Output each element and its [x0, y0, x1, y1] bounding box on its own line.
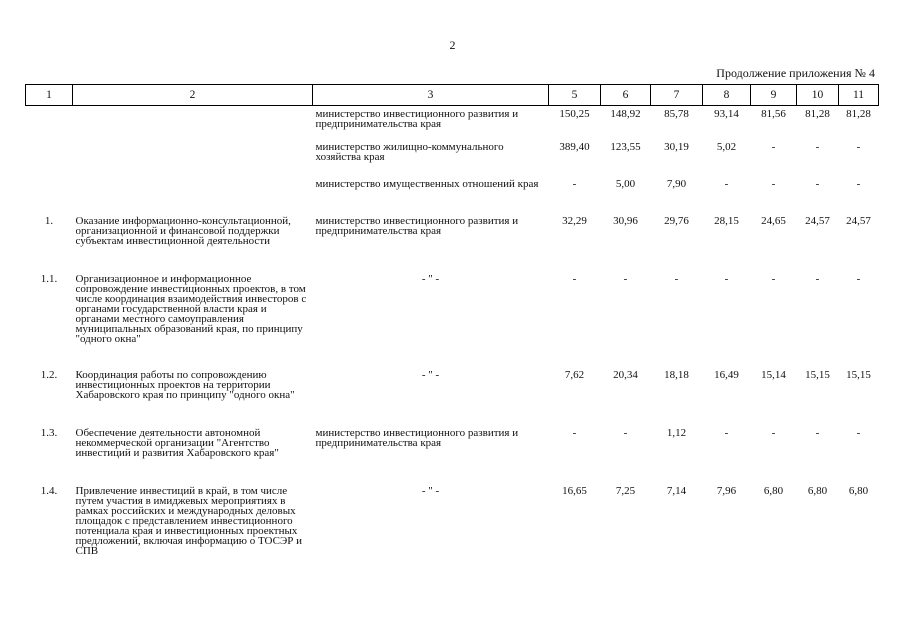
row-value: - — [815, 140, 820, 153]
row-value: 5,02 — [716, 140, 737, 153]
row-value: 30,19 — [664, 140, 689, 153]
row-value: - — [856, 426, 861, 439]
row-value: - — [815, 272, 820, 285]
row-value: 15,15 — [805, 368, 830, 381]
column-header: 1 — [26, 85, 73, 106]
appendix-table — [25, 84, 879, 576]
row-value: 389,40 — [559, 140, 590, 153]
row-index — [26, 142, 73, 179]
continuation-label: Продолжение приложения № 4 — [716, 66, 875, 80]
column-header: 11 — [839, 85, 879, 106]
row-value: - — [724, 426, 729, 439]
row-value: 7,90 — [666, 177, 687, 190]
table-header-row — [26, 85, 879, 106]
row-value: - — [771, 272, 776, 285]
row-value: 16,49 — [714, 368, 739, 381]
row-value: 20,34 — [613, 368, 638, 381]
column-header: 2 — [73, 85, 313, 106]
table-row — [26, 274, 879, 370]
column-header: 7 — [651, 85, 703, 106]
row-value: 150,25 — [559, 108, 590, 120]
row-index: 1.3. — [40, 426, 58, 439]
row-value: 16,65 — [562, 484, 587, 497]
row-name: Обеспечение деятельности автономной некоммерческой организации "Агентство инвестиций и развития Хабаровского края" — [75, 426, 279, 459]
row-value: 24,57 — [846, 214, 871, 227]
table-row — [26, 370, 879, 428]
row-value: - — [572, 272, 577, 285]
row-index — [26, 106, 73, 142]
table-row — [26, 179, 879, 216]
row-value: 32,29 — [562, 214, 587, 227]
column-header: 6 — [601, 85, 651, 106]
row-value: 29,76 — [664, 214, 689, 227]
row-value: - — [856, 140, 861, 153]
row-value: 6,80 — [807, 484, 828, 497]
row-agency: - " - — [421, 368, 440, 381]
row-name: Привлечение инвестиций в край, в том числе путем участия в имиджевых мероприятиях в рамках российских и международных деловых площадок с представлением инвестиционного потенциала края и инвестиционных проектных предложений, включая информацию о ТОСЭР и СПВ — [75, 484, 302, 557]
row-value: - — [815, 177, 820, 190]
row-value: 15,15 — [846, 368, 871, 381]
row-index: 1.1. — [40, 272, 58, 285]
column-header: 3 — [313, 85, 549, 106]
row-name: Координация работы по сопровождению инвестиционных проектов на территории Хабаровского края по принципу "одного окна" — [75, 368, 295, 401]
row-agency: министерство имущественных отношений края — [315, 177, 539, 190]
row-value: 6,80 — [848, 484, 869, 497]
row-value: 1,12 — [666, 426, 687, 439]
row-value: 6,80 — [763, 484, 784, 497]
row-value: 7,62 — [564, 368, 585, 381]
row-name — [73, 106, 313, 142]
table-row — [26, 428, 879, 486]
row-index: 1.2. — [40, 368, 58, 381]
row-value: 5,00 — [615, 177, 636, 190]
row-agency: министерство жилищно-коммунального хозяйства края — [315, 140, 504, 163]
row-value: 93,14 — [714, 108, 739, 120]
row-name: Организационное и информационное сопровождение инвестиционных проектов, в том числе координация взаимодействия инвесторов с органами государственной власти края и органами местного самоуправления муниципальных образований края, по принципу "одного окна" — [75, 272, 307, 345]
row-agency: - " - — [421, 484, 440, 497]
row-value: 24,65 — [761, 214, 786, 227]
row-index: 1.4. — [40, 484, 58, 497]
column-header: 9 — [751, 85, 797, 106]
row-agency: - " - — [421, 272, 440, 285]
table-row — [26, 106, 879, 142]
row-value: 81,56 — [761, 108, 786, 120]
row-value: - — [771, 177, 776, 190]
page-number: 2 — [449, 38, 456, 52]
row-value: - — [724, 272, 729, 285]
row-value: 15,14 — [761, 368, 786, 381]
row-value: - — [815, 426, 820, 439]
row-name — [73, 142, 313, 179]
row-index — [26, 179, 73, 216]
row-index: 1. — [44, 214, 54, 227]
row-value: 30,96 — [613, 214, 638, 227]
row-agency: министерство инвестиционного развития и предпринимательства края — [315, 426, 519, 449]
row-value: - — [856, 272, 861, 285]
column-header: 10 — [797, 85, 839, 106]
row-value: - — [572, 177, 577, 190]
row-value: 81,28 — [846, 108, 871, 120]
row-value: 18,18 — [664, 368, 689, 381]
row-value: - — [623, 426, 628, 439]
row-name — [73, 179, 313, 216]
row-name: Оказание информационно-консультационной, организационной и финансовой поддержки субъектам инвестиционной деятельности — [75, 214, 291, 247]
row-value: - — [572, 426, 577, 439]
row-value: 123,55 — [610, 140, 641, 153]
table-row — [26, 486, 879, 576]
row-value: - — [674, 272, 679, 285]
row-value: 148,92 — [610, 108, 641, 120]
row-value: 28,15 — [714, 214, 739, 227]
row-value: 7,25 — [615, 484, 636, 497]
row-agency: министерство инвестиционного развития и предпринимательства края — [315, 214, 519, 237]
row-value: 24,57 — [805, 214, 830, 227]
row-agency: министерство инвестиционного развития и предпринимательства края — [315, 108, 519, 130]
row-value: 81,28 — [805, 108, 830, 120]
row-value: 7,96 — [716, 484, 737, 497]
row-value: - — [856, 177, 861, 190]
table-row — [26, 142, 879, 179]
row-value: - — [771, 426, 776, 439]
column-header: 8 — [703, 85, 751, 106]
row-value: - — [771, 140, 776, 153]
row-value: 7,14 — [666, 484, 687, 497]
table-row — [26, 216, 879, 274]
row-value: - — [724, 177, 729, 190]
column-header: 5 — [549, 85, 601, 106]
row-value: 85,78 — [664, 108, 689, 120]
row-value: - — [623, 272, 628, 285]
